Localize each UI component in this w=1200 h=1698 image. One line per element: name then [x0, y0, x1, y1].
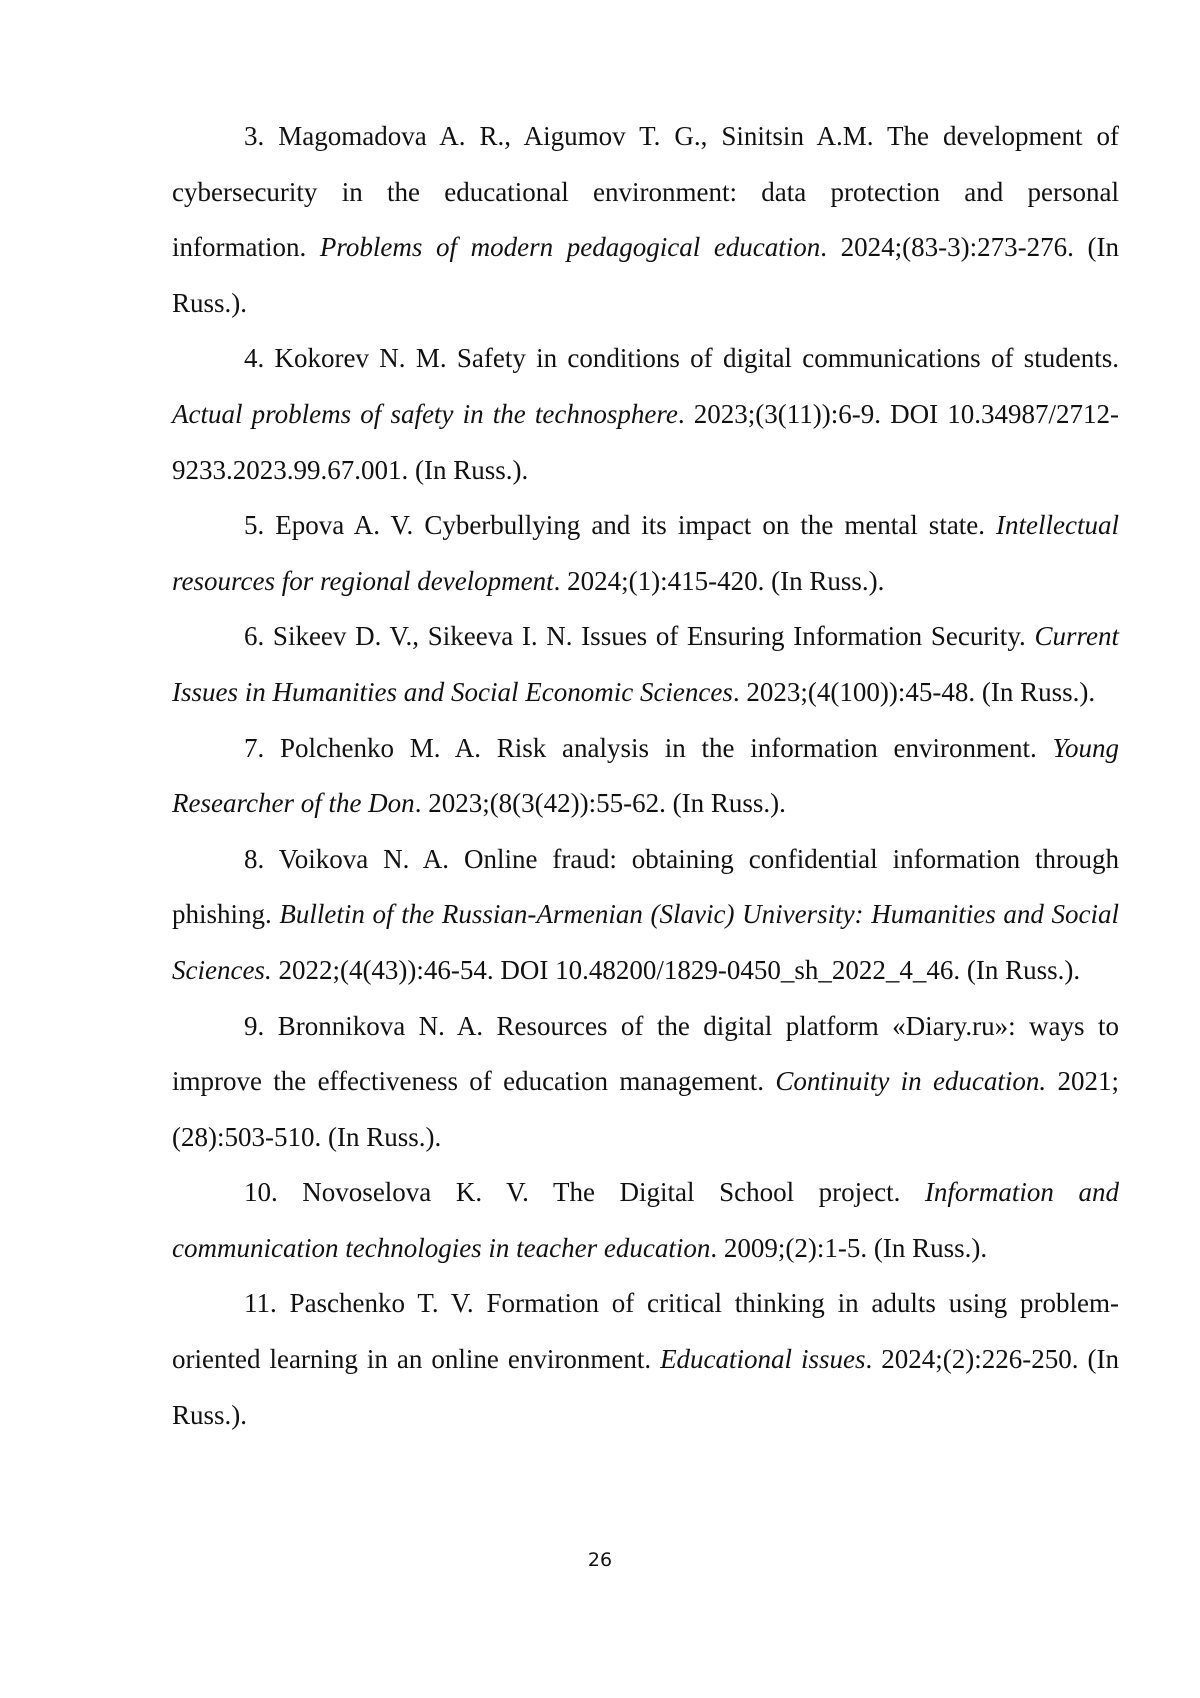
reference-details: . 2024;(2):226-250. (In Russ.).	[172, 1344, 1119, 1430]
reference-entry-11	[172, 1276, 1119, 1443]
reference-entry-8	[172, 832, 1119, 999]
reference-entry-9	[172, 999, 1119, 1166]
reference-entry-3	[172, 109, 1119, 331]
page-number: 26	[587, 1549, 613, 1571]
reference-journal: Current Issues in Humanities and Social Economic Sciences	[172, 621, 1119, 707]
reference-authors-title: 7. Polchenko M. A. Risk analysis in the information environment.	[244, 732, 1053, 763]
reference-list	[172, 109, 1119, 1443]
reference-journal: Young Researcher of the Don	[172, 732, 1119, 819]
reference-entry-5	[172, 498, 1119, 609]
reference-details: . 2024;(83-3):273-276. (In Russ.).	[172, 232, 1120, 318]
reference-journal: Educational issues	[660, 1344, 866, 1375]
reference-authors-title: 10. Novoselova K. V. The Digital School project.	[244, 1177, 925, 1208]
reference-journal: Problems of modern pedagogical education	[319, 232, 821, 263]
reference-details: 2021;(28):503-510. (In Russ.).	[172, 1066, 1119, 1152]
reference-details: . 2023;(8(3(42)):55-62. (In Russ.).	[414, 788, 786, 819]
reference-details: . 2023;(3(11)):6-9. DOI 10.34987/2712-9233.2023.99.67.001. (In Russ.).	[172, 398, 1119, 485]
reference-authors-title: 3. Magomadova A. R., Aigumov T. G., Sinitsin A.M. The development of cybersecurity in the educational environment: data protection and personal information.	[172, 121, 1119, 263]
reference-details: . 2009;(2):1-5. (In Russ.).	[710, 1232, 988, 1263]
reference-journal: Continuity in education.	[775, 1066, 1047, 1097]
reference-journal: Bulletin of the Russian-Armenian (Slavic) University: Humanities and Social Sciences.	[172, 899, 1119, 985]
reference-details: . 2024;(1):415-420. (In Russ.).	[553, 565, 885, 596]
reference-authors-title: 11. Paschenko T. V. Formation of critical thinking in adults using problem-oriented learning in an online environment.	[172, 1288, 1119, 1375]
reference-entry-4	[172, 331, 1119, 498]
reference-authors-title: 9. Bronnikova N. A. Resources of the digital platform «Diary.ru»: ways to improve the effectiveness of education management.	[172, 1010, 1119, 1097]
reference-details: 2022;(4(43)):46-54. DOI 10.48200/1829-0450_sh_2022_4_46. (In Russ.).	[271, 954, 1081, 985]
reference-entry-7	[172, 721, 1119, 832]
reference-authors-title: 5. Epova A. V. Cyberbullying and its impact on the mental state.	[244, 510, 997, 541]
reference-journal: Actual problems of safety in the technosphere	[172, 398, 678, 429]
reference-journal: Information and communication technologies in teacher education	[172, 1177, 1119, 1263]
reference-details: . 2023;(4(100)):45-48. (In Russ.).	[732, 676, 1096, 707]
reference-entry-10	[172, 1165, 1119, 1276]
reference-authors-title: 8. Voikova N. A. Online fraud: obtaining confidential information through phishing.	[172, 843, 1119, 930]
reference-journal: Intellectual resources for regional development	[172, 510, 1119, 596]
reference-entry-6	[172, 609, 1119, 720]
reference-authors-title: 4. Kokorev N. M. Safety in conditions of digital communications of students.	[244, 343, 1119, 374]
reference-authors-title: 6. Sikeev D. V., Sikeeva I. N. Issues of Ensuring Information Security.	[244, 621, 1035, 652]
